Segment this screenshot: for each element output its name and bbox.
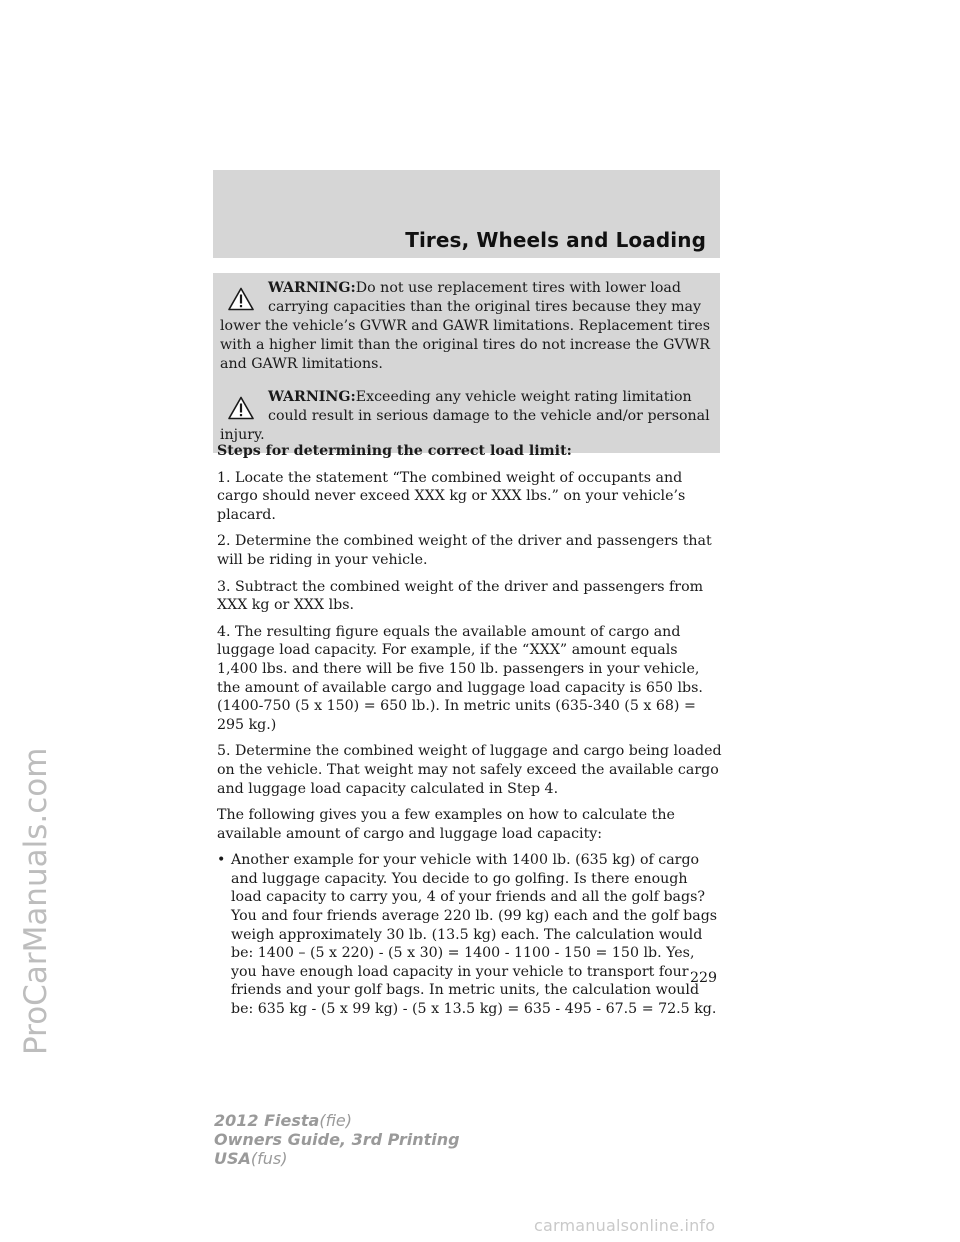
section-title: Tires, Wheels and Loading — [405, 228, 706, 252]
footer-market-line — [214, 1149, 460, 1168]
footer-market-code: (fus) — [250, 1149, 288, 1168]
section-header — [213, 170, 720, 258]
footer-model-line — [214, 1111, 460, 1130]
page-number: 229 — [690, 970, 718, 986]
warning-text — [220, 279, 712, 374]
bullet-item — [217, 851, 722, 1018]
bullet-symbol: • — [217, 852, 226, 869]
warning-text — [220, 388, 712, 445]
examples-intro: The following gives you a few examples on how to calculate the available amount of cargo and luggage load capacity: — [217, 807, 675, 842]
step-1: 1. Locate the statement “The combined weight of occupants and cargo should never exceed XXX kg or XXX lbs.” on your vehicle’s placard. — [217, 469, 686, 523]
body-content — [217, 442, 722, 1019]
warning-triangle-icon — [228, 287, 254, 311]
footer — [214, 1111, 460, 1168]
bottom-watermark: carmanualsonline.info — [534, 1216, 716, 1235]
footer-printing: Owners Guide, 3rd Printing — [214, 1130, 460, 1149]
side-watermark — [12, 0, 56, 1242]
footer-model: 2012 Fiesta — [214, 1111, 320, 1130]
warning-label: WARNING: — [268, 389, 356, 405]
step-3: 3. Subtract the combined weight of the driver and passengers from XXX kg or XXX lbs. — [217, 578, 704, 614]
warning-label: WARNING: — [268, 280, 356, 296]
bullet-text: Another example for your vehicle with 1400 lb. (635 kg) of cargo and luggage capacity. You decide to go golfing. Is there enough load capacity to carry you, 4 of your friends and all the golf bags? You and four friends average 220 lb. (99 kg) each and the golf bags weigh approximately 30 lb. (13.5 kg) each. The calculation would be: 1400 – (5 x 220) - (5 x 30) = 1400 - 1100 - 150 = 150 lb. Yes, you have enough load capacity in your vehicle to transport four friends and your golf bags. In metric units, the calculation would be: 635 kg - (5 x 99 kg) - (5 x 13.5 kg) = 635 - 495 - 67.5 = 72.5 kg. — [231, 852, 718, 1018]
warning-triangle-icon — [228, 396, 254, 420]
step-4: 4. The resulting figure equals the available amount of cargo and luggage load capacity. For example, if the “XXX” amount equals 1,400 lbs. and there will be five 150 lb. passengers in your vehicle, the amount of available cargo and luggage load capacity is 650 lbs. (1400-750 (5 x 150) = 650 lb.). In metric units (635-340 (5 x 68) = 295 kg.) — [217, 623, 703, 733]
warning-box-load-capacity — [213, 273, 720, 382]
warning-body: Do not use replacement tires with lower load carrying capacities than the original tires because they may lower the vehicle’s GVWR and GAWR limitations. Replacement tires with a higher limit than the original tires do not increase the GVWR and GAWR limitations. — [220, 280, 711, 372]
footer-model-code: (fie) — [319, 1111, 353, 1130]
warning-body: Exceeding any vehicle weight rating limitation could result in serious damage to the vehicle and/or personal injury. — [220, 389, 710, 443]
footer-market: USA — [214, 1149, 251, 1168]
side-watermark-text: ProCarManuals.com — [18, 747, 54, 1055]
steps-heading: Steps for determining the correct load limit: — [217, 443, 572, 459]
step-5: 5. Determine the combined weight of luggage and cargo being loaded on the vehicle. That weight may not safely exceed the available cargo and luggage load capacity calculated in Step 4. — [217, 743, 722, 797]
step-2: 2. Determine the combined weight of the driver and passengers that will be riding in your vehicle. — [217, 533, 712, 568]
